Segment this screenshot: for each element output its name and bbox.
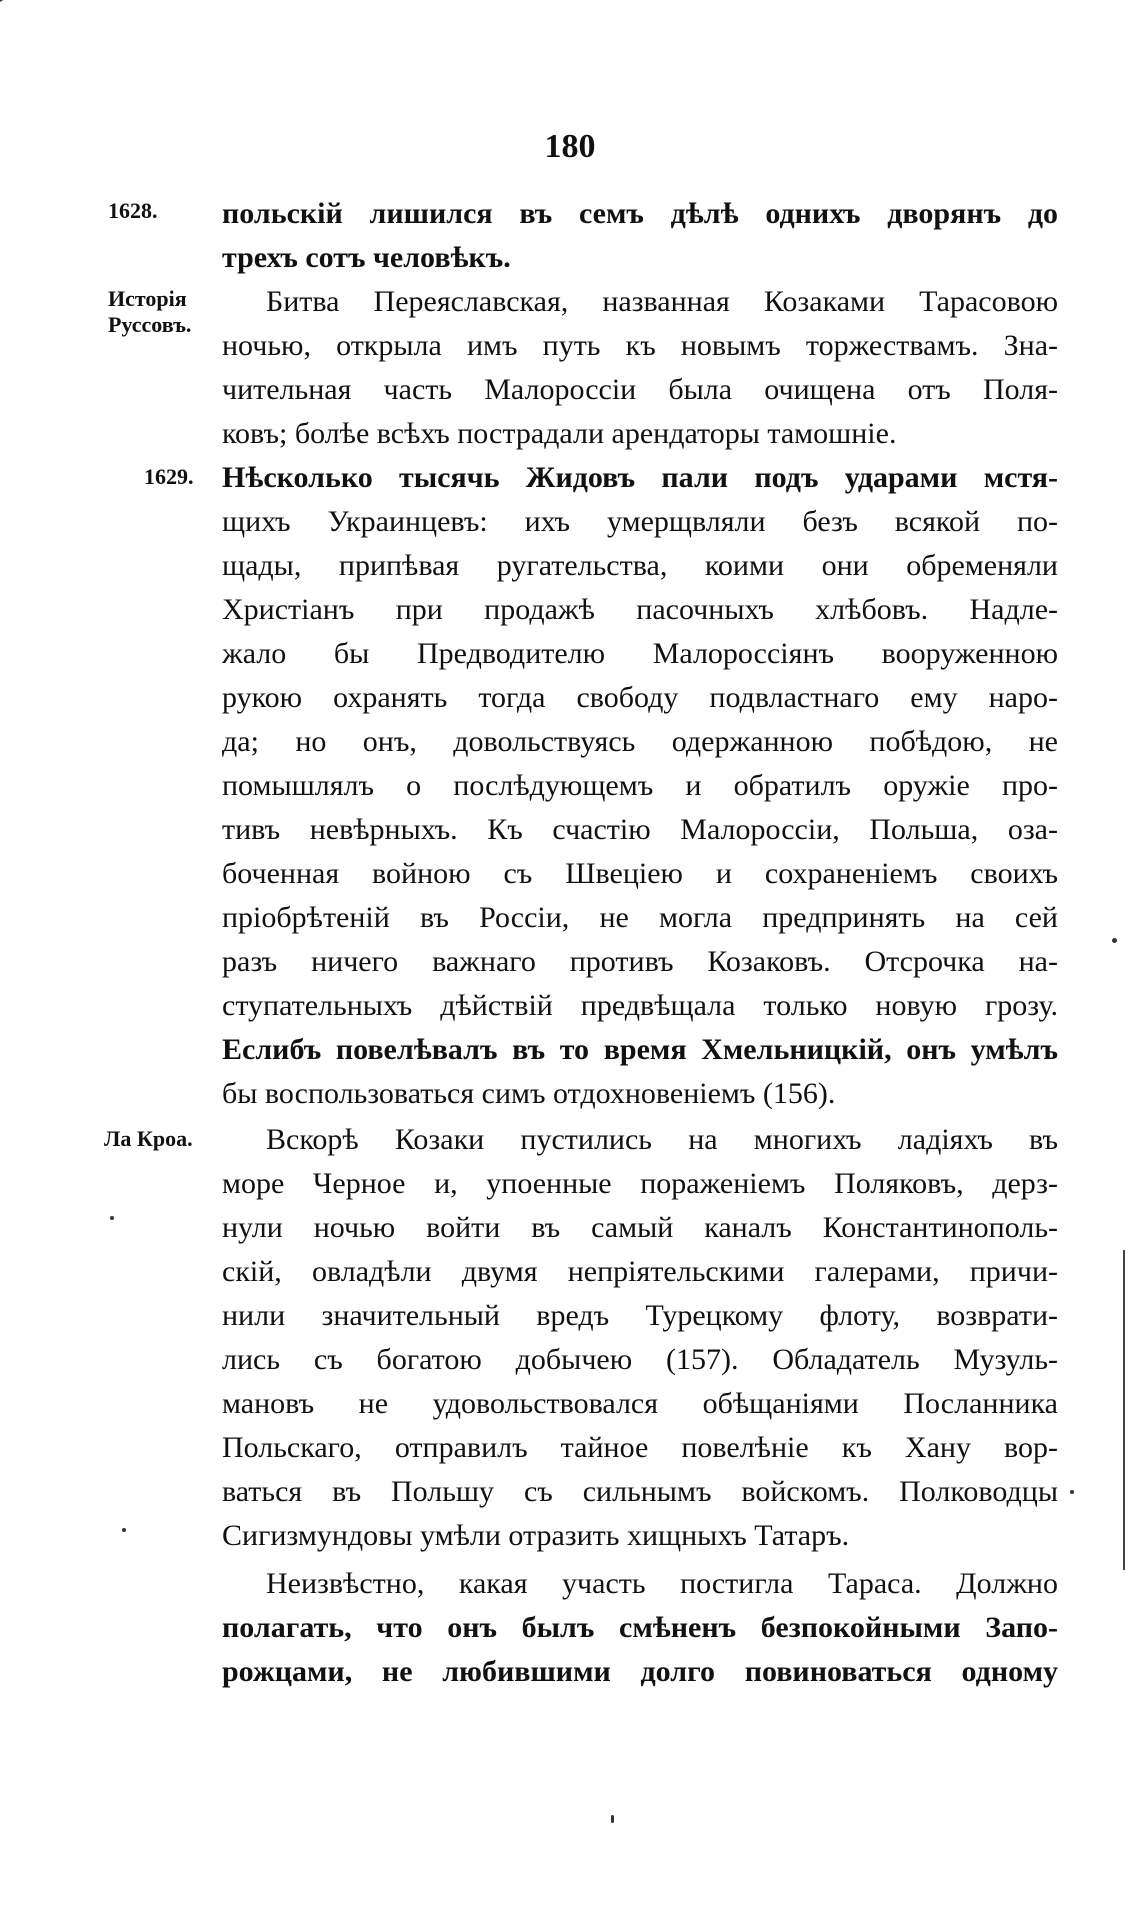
margin-source-la-croix: Ла Кроа. [104, 1126, 193, 1151]
text-line: бы воспользоваться симъ отдохновеніемъ (156). [222, 1077, 836, 1110]
text-line: Христіанъ при продажѣ пасочныхъ хлѣбовъ. Надле- [222, 593, 1058, 626]
text-line: нули ночью войти въ самый каналъ Константинополь- [222, 1211, 1058, 1244]
scan-speck [1112, 938, 1117, 943]
text-line: Польскаго, отправилъ тайное повелѣніе къ Хану вор- [222, 1431, 1058, 1464]
text-line: польскій лишился въ семъ дѣлѣ однихъ дворянъ до [222, 197, 1058, 230]
text-line: ковъ; болѣе всѣхъ пострадали арендаторы тамошніе. [222, 417, 897, 450]
text-line: ваться въ Польшу съ сильнымъ войскомъ. Полководцы [222, 1475, 1058, 1508]
text-line: щихъ Украинцевъ: ихъ умерщвляли безъ всякой по- [222, 505, 1058, 538]
text-line: лись съ богатою добычею (157). Обладатель Музуль- [222, 1343, 1058, 1376]
text-line: боченная войною съ Швеціею и сохраненіемъ своихъ [222, 857, 1058, 890]
text-line: чительная часть Малороссіи была очищена отъ Поля- [222, 373, 1058, 406]
text-line: помышлялъ о послѣдующемъ и обратилъ оружіе про- [222, 769, 1058, 802]
text-line: Вскорѣ Козаки пустились на многихъ ладіяхъ въ [266, 1123, 1058, 1156]
text-line: щады, припѣвая ругательства, коими они обременяли [222, 549, 1058, 582]
text-line: Нѣсколько тысячь Жидовъ пали подъ ударами мстя- [222, 461, 1058, 494]
corner-scan-mark [0, 0, 40, 30]
text-line: да; но онъ, довольствуясь одержанною побѣдою, не [222, 725, 1058, 758]
text-line: разъ ничего важнаго противъ Козаковъ. Отсрочка на- [222, 945, 1058, 978]
text-line: полагать, что онъ былъ смѣненъ безпокойными Запо- [222, 1611, 1058, 1644]
text-line: Битва Переяславская, названная Козаками Тарасовою [266, 285, 1058, 318]
text-line: ступательныхъ дѣйствій предвѣщала только новую грозу. [222, 989, 1058, 1022]
text-line: рукою охранять тогда свободу подвластнаго ему наро- [222, 681, 1058, 714]
scan-speck [1070, 1490, 1074, 1494]
margin-year-1629: 1629. [144, 464, 194, 489]
margin-year-1628: 1628. [108, 198, 158, 223]
text-line: Еслибъ повелѣвалъ въ то время Хмельницкій, онъ умѣлъ [222, 1033, 1058, 1066]
text-line: пріобрѣтеній въ Россіи, не могла предпринять на сей [222, 901, 1058, 934]
text-line: скій, овладѣли двумя непріятельскими галерами, причи- [222, 1255, 1058, 1288]
text-line: тивъ невѣрныхъ. Къ счастію Малороссіи, Польша, оза- [222, 813, 1058, 846]
text-line: трехъ сотъ человѣкъ. [222, 241, 511, 274]
text-line: море Черное и, упоенные пораженіемъ Поляковъ, дерз- [222, 1167, 1058, 1200]
page-number: 180 [544, 128, 596, 165]
scan-speck [110, 1216, 114, 1220]
scan-edge-line [1123, 1250, 1125, 1570]
scan-speck [611, 1815, 614, 1823]
text-line: мановъ не удовольствовался обѣщаніями Посланника [222, 1387, 1058, 1420]
text-line: Неизвѣстно, какая участь постигла Тараса. Должно [266, 1567, 1058, 1600]
text-line: жало бы Предводителю Малороссіянъ вооруженною [222, 637, 1058, 670]
text-line: Сигизмундовы умѣли отразить хищныхъ Татаръ. [222, 1519, 850, 1552]
text-line: рожцами, не любившими долго повиноваться одному [222, 1655, 1058, 1688]
text-line: нили значительный вредъ Турецкому флоту, возврати- [222, 1299, 1058, 1332]
margin-source-istoria-russov: Исторія Руссовъ. [108, 286, 192, 337]
scan-speck [122, 1528, 126, 1532]
text-line: ночью, открыла имъ путь къ новымъ торжествамъ. Зна- [222, 329, 1058, 362]
